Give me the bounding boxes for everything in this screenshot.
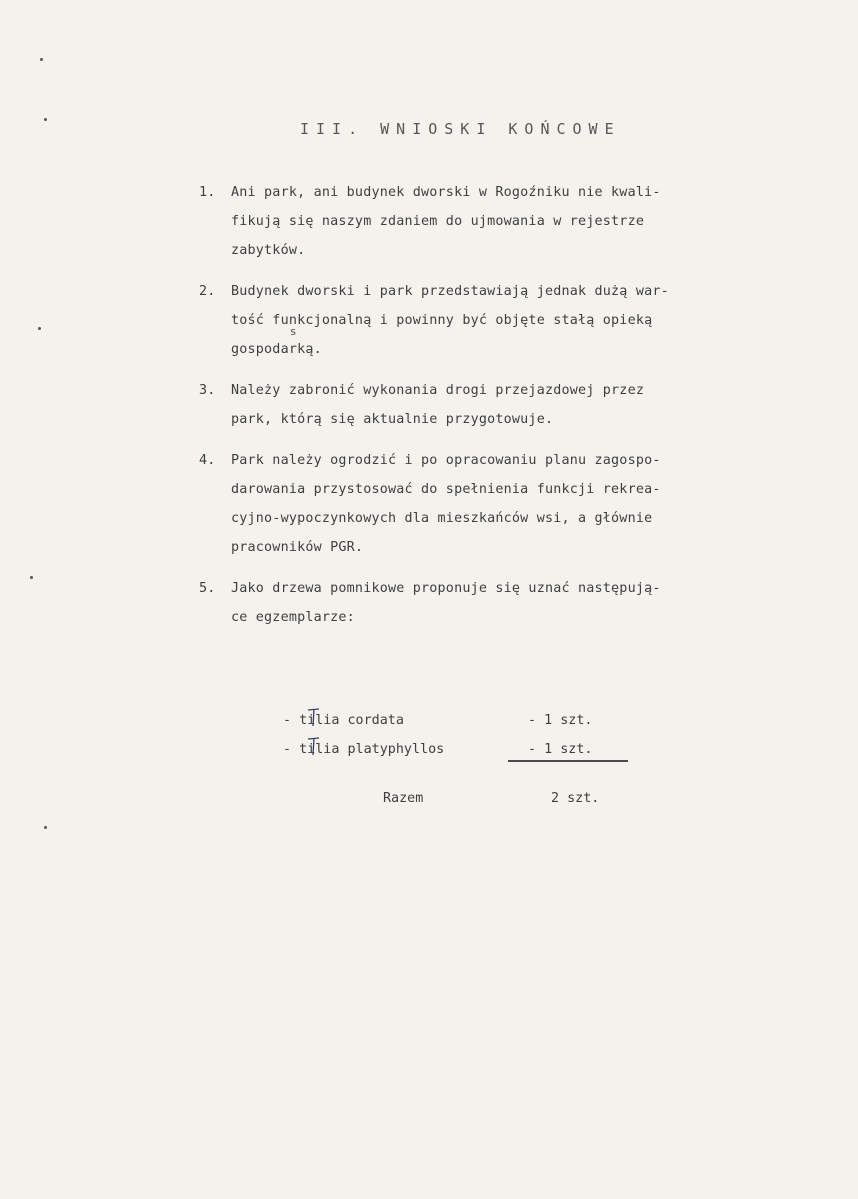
overwritten-letter: s (289, 325, 297, 338)
text-line: Park należy ogrodzić i po opracowaniu planu zagospo- (231, 453, 661, 468)
item-number: 5. (199, 581, 216, 596)
list-item (199, 574, 799, 632)
list-item (199, 376, 799, 434)
scan-speck (44, 118, 47, 121)
tree-name: - tilia platyphyllos (283, 742, 445, 757)
text-line: darowania przystosować do spełnienia funkcji rekrea- (231, 482, 661, 497)
list-item (199, 277, 799, 364)
total-label: Razem (383, 791, 424, 806)
text-line: tość funkcjonalną i powinny być objęte stałą opieką (231, 313, 653, 328)
item-text (231, 277, 799, 364)
tree-name: - tilia cordata (283, 713, 404, 728)
text-line-corrected (231, 325, 799, 364)
text-line: Należy zabronić wykonania drogi przejazdowej przez (231, 383, 645, 398)
text-fragment: gospoda (231, 342, 289, 357)
item-text (231, 376, 799, 434)
scan-speck (38, 327, 41, 330)
section-heading: III. WNIOSKI KOŃCOWE (300, 120, 621, 138)
item-number: 3. (199, 383, 216, 398)
list-item (199, 446, 799, 562)
sum-underline (508, 760, 628, 762)
text-line: cyjno-wypoczynkowych dla mieszkańców wsi, a głównie (231, 511, 653, 526)
text-line: ce egzemplarze: (231, 610, 355, 625)
text-line: Ani park, ani budynek dworski w Rogoźniku nie kwali- (231, 185, 661, 200)
scan-speck (30, 576, 33, 579)
tree-quantity: - 1 szt. (528, 742, 593, 757)
item-text (231, 446, 799, 562)
scan-speck (40, 58, 43, 61)
item-text (231, 574, 799, 632)
text-line: Budynek dworski i park przedstawiają jednak dużą war- (231, 284, 669, 299)
total-value: 2 szt. (551, 791, 600, 806)
text-line: pracowników PGR. (231, 540, 364, 555)
text-fragment: ką. (297, 342, 322, 357)
item-text (231, 178, 799, 265)
item-number: 4. (199, 453, 216, 468)
item-number: 1. (199, 185, 216, 200)
scan-speck (44, 826, 47, 829)
conclusions-list (199, 178, 799, 644)
corrected-letter: r (288, 342, 298, 357)
handwritten-correction (288, 325, 298, 364)
item-number: 2. (199, 284, 216, 299)
list-item (199, 178, 799, 265)
tree-quantity: - 1 szt. (528, 713, 593, 728)
text-line: fikują się naszym zdaniem do ujmowania w rejestrze (231, 214, 645, 229)
text-line: Jako drzewa pomnikowe proponuje się uznać następują- (231, 581, 661, 596)
text-line: zabytków. (231, 243, 306, 258)
text-line: park, którą się aktualnie przygotowuje. (231, 412, 554, 427)
